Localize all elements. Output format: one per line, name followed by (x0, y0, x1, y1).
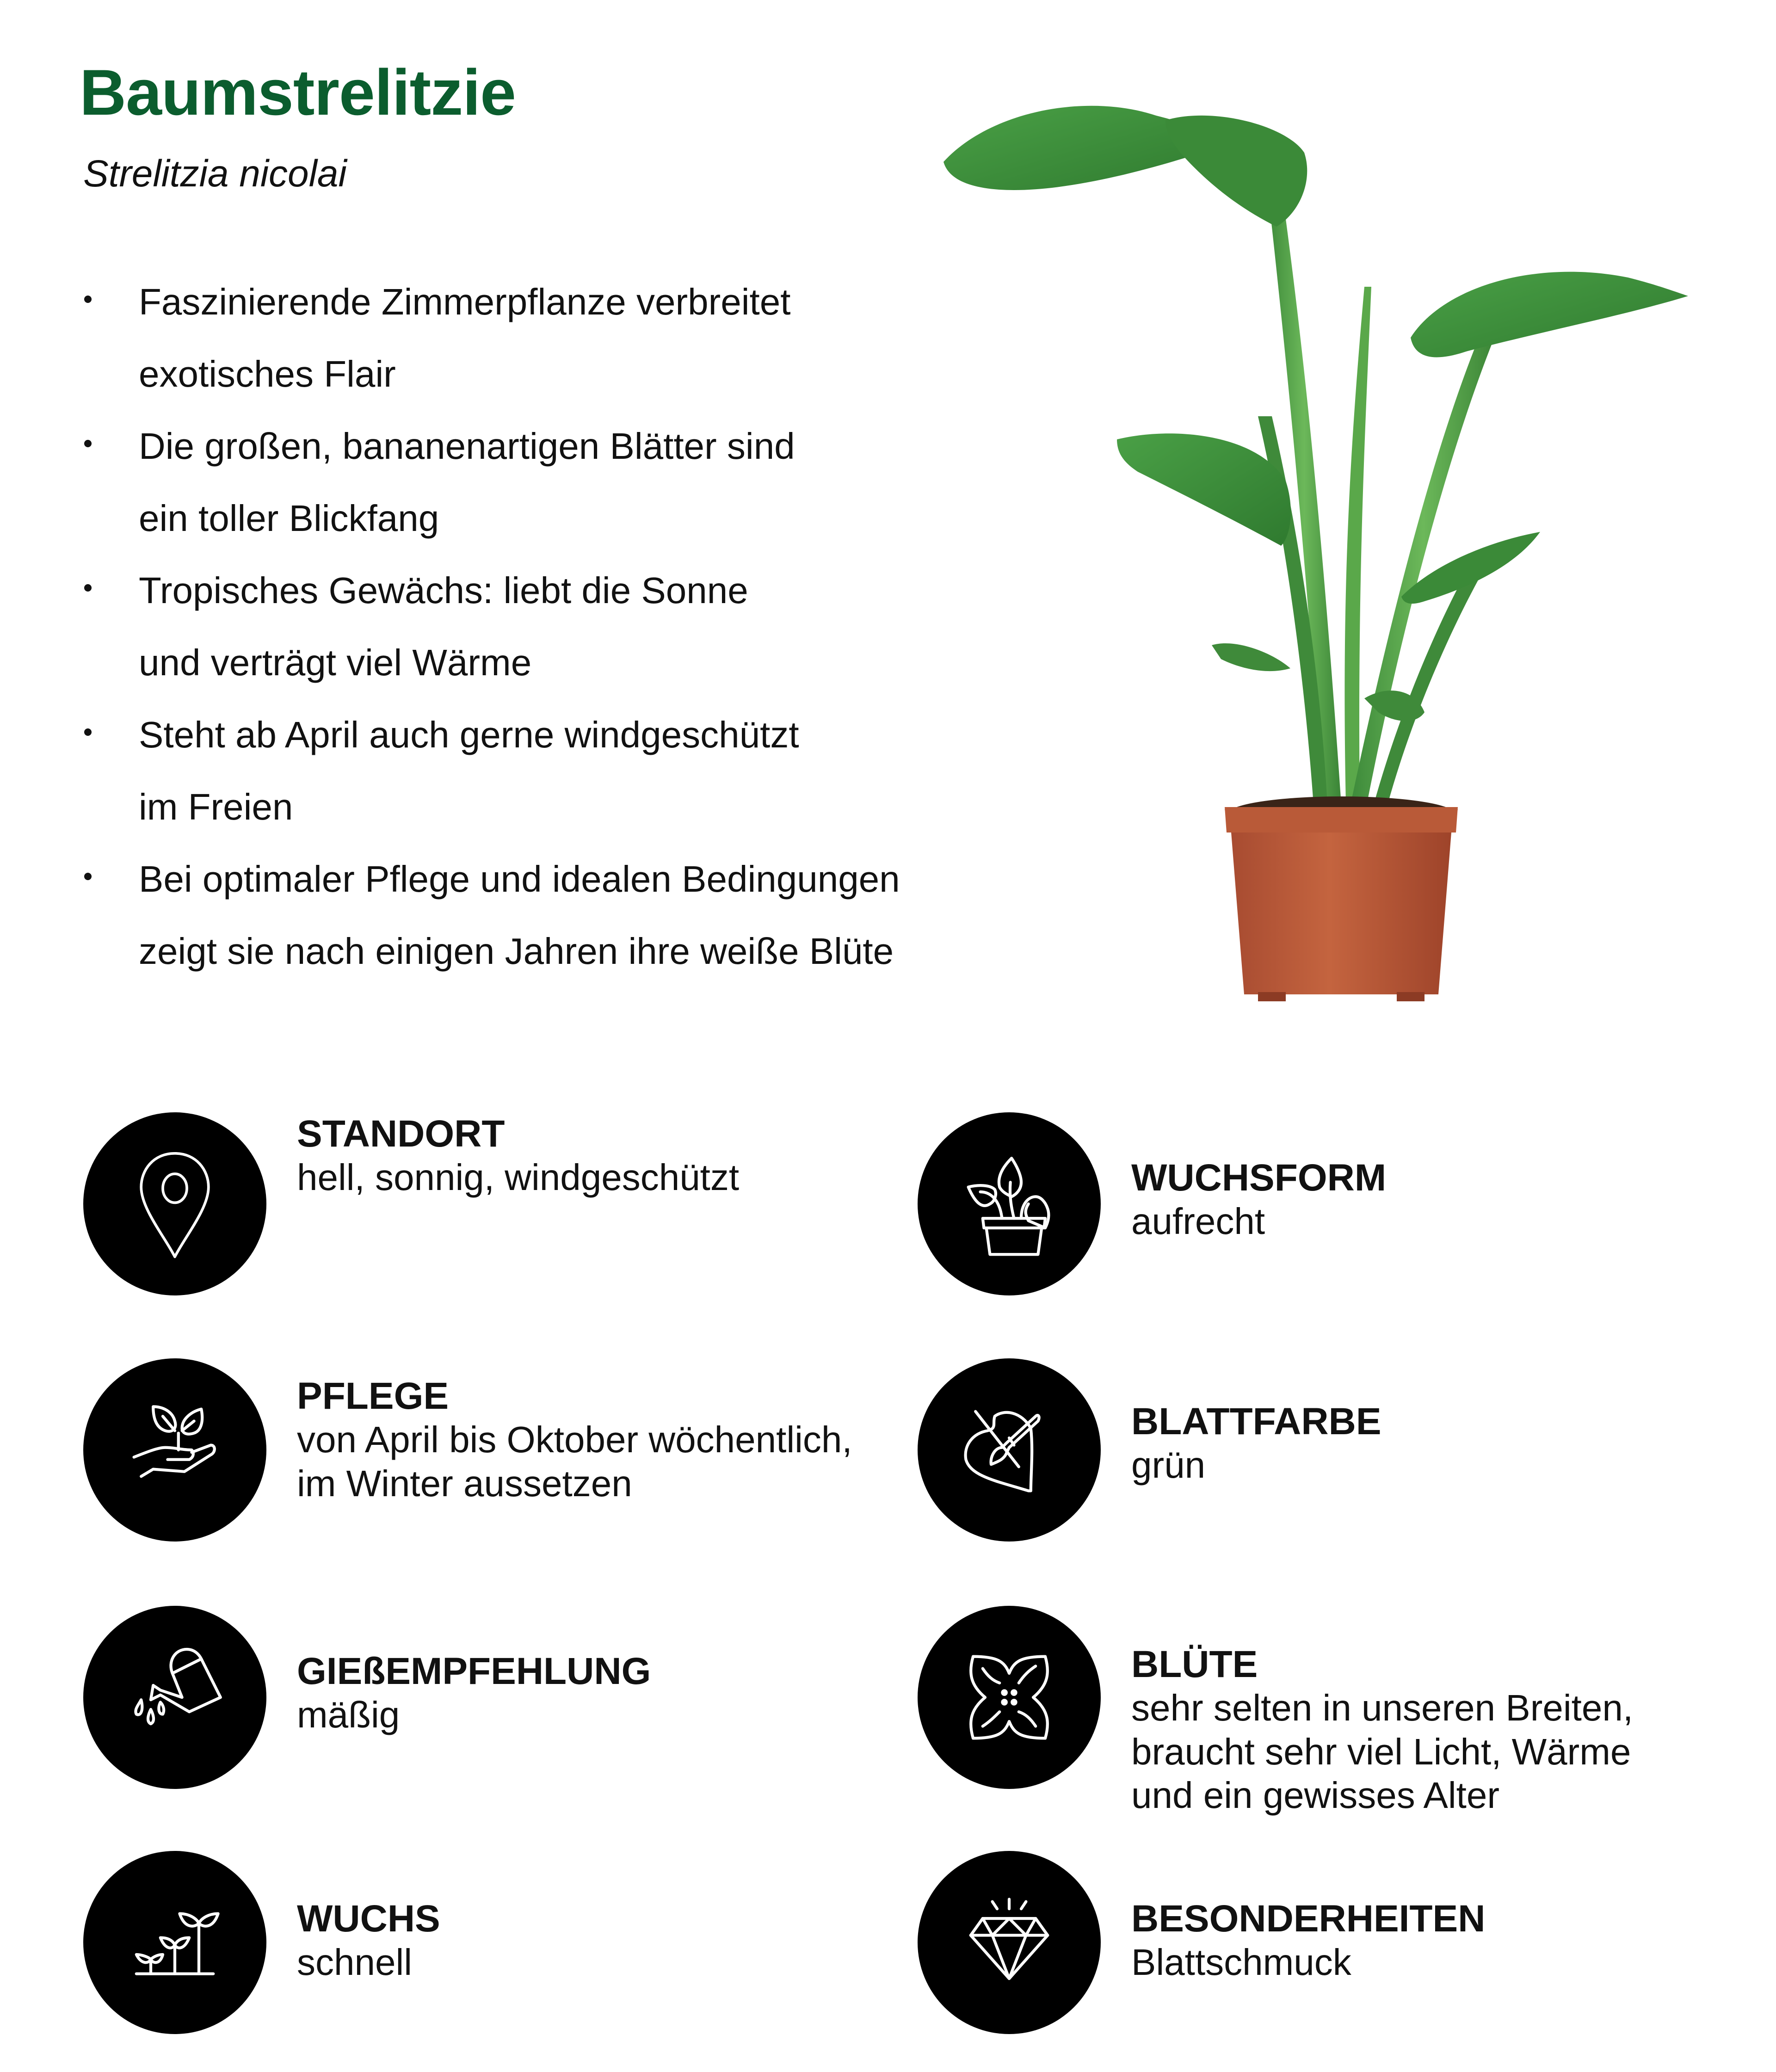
bullet-text: zeigt sie nach einigen Jahren ihre weiße Blüte (139, 931, 894, 972)
feature-wuchsform (918, 1112, 1386, 1295)
feature-label: PFLEGE (297, 1375, 449, 1417)
bullet-dot-icon (84, 296, 92, 303)
feature-label: WUCHSFORM (1131, 1157, 1387, 1199)
botanical-name: Strelitzia nicolai (83, 153, 347, 195)
bullet-text: Faszinierende Zimmerpflanze verbreitet (139, 281, 791, 322)
bullet-item (79, 699, 1018, 843)
bullet-item (79, 843, 1018, 987)
bullet-item (79, 410, 1018, 555)
feature-label: BLÜTE (1131, 1643, 1258, 1685)
feature-value: von April bis Oktober wöchentlich, im Winter aussetzen (297, 1419, 852, 1504)
bullet-text: Die großen, bananenartigen Blätter sind (139, 426, 795, 467)
bullet-item (79, 266, 1018, 410)
feature-label: BESONDERHEITEN (1131, 1898, 1486, 1940)
bullet-text: Tropisches Gewächs: liebt die Sonne (139, 570, 748, 611)
feature-standort (83, 1112, 739, 1295)
diamond-icon (918, 1851, 1101, 2034)
watering-can-icon (83, 1606, 266, 1789)
feature-besonderheiten (918, 1851, 1485, 2034)
feature-value: hell, sonnig, windgeschützt (297, 1157, 740, 1198)
bullet-dot-icon (84, 873, 92, 880)
bullet-text: und verträgt viel Wärme (139, 642, 532, 683)
bullet-text: im Freien (139, 786, 293, 827)
product-title: Baumstrelitzie (80, 56, 516, 129)
feature-pflege (83, 1358, 852, 1542)
bullet-text: exotisches Flair (139, 353, 396, 395)
feature-blattfarbe (918, 1358, 1381, 1542)
bullet-dot-icon (84, 728, 92, 736)
bullet-dot-icon (84, 440, 92, 447)
feature-bullet-list (79, 266, 1018, 987)
feature-value: schnell (297, 1942, 413, 1983)
feature-value: aufrecht (1131, 1201, 1265, 1242)
flower-icon (918, 1606, 1101, 1789)
bullet-text: ein toller Blickfang (139, 498, 439, 539)
plant-photo (934, 74, 1711, 1027)
bullet-text: Bei optimaler Pflege und idealen Bedingungen (139, 858, 900, 900)
bullet-item (79, 555, 1018, 699)
potted-plant-icon (918, 1112, 1101, 1295)
hand-seedling-icon (83, 1358, 266, 1542)
feature-label: WUCHS (297, 1898, 440, 1940)
feature-value: Blattschmuck (1131, 1942, 1351, 1983)
feature-label: BLATTFARBE (1131, 1400, 1381, 1443)
bullet-text: Steht ab April auch gerne windgeschützt (139, 714, 799, 755)
leaf-paintbrush-icon (918, 1358, 1101, 1542)
growing-seedlings-icon (83, 1851, 266, 2034)
feature-value: mäßig (297, 1694, 400, 1736)
feature-wuchs (83, 1851, 440, 2034)
location-pin-icon (83, 1112, 266, 1295)
feature-value: grün (1131, 1444, 1206, 1486)
feature-giessempfehlung (83, 1606, 651, 1789)
feature-bluete (918, 1606, 1633, 1817)
feature-label: STANDORT (297, 1113, 505, 1155)
feature-label: GIEßEMPFEHLUNG (297, 1650, 651, 1692)
bullet-dot-icon (84, 584, 92, 592)
feature-value: sehr selten in unseren Breiten, braucht sehr viel Licht, Wärme und ein gewisses Alter (1131, 1687, 1634, 1816)
